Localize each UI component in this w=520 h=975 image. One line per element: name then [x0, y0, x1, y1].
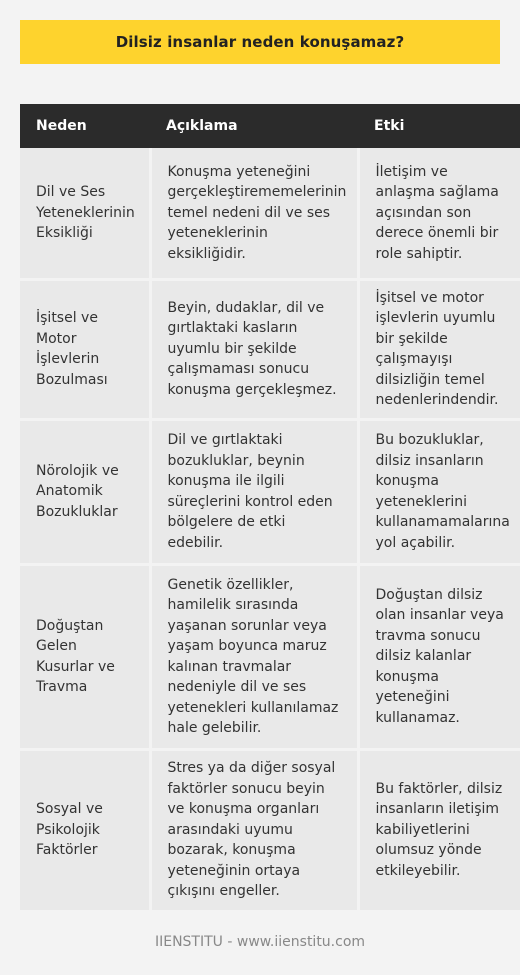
cell-etki: Bu faktörler, dilsiz insanların iletişim kabiliyetlerini olumsuz yönde etkileyebilir. — [358, 749, 520, 911]
cell-aciklama: Konuşma yeteneğini gerçekleştirememelerinin temel nedeni dil ve ses yeteneklerinin eksikliğidir. — [150, 148, 358, 279]
footer-credit: IIENSTITU - www.iienstitu.com — [154, 934, 366, 950]
cell-etki: İletişim ve anlaşma sağlama açısından son derece önemli bir role sahiptir. — [358, 148, 520, 279]
cell-aciklama: Genetik özellikler, hamilelik sırasında yaşanan sorunlar veya yaşam boyunca maruz kalınan travmalar nedeniyle dil ve ses yetenekleri kullanılamaz hale gelebilir. — [150, 564, 358, 749]
cell-aciklama: Beyin, dudaklar, dil ve gırtlaktaki kasların uyumlu bir şekilde çalışmaması sonucu konuşma gerçekleşmez. — [150, 279, 358, 419]
cell-neden: Dil ve Ses Yeteneklerinin Eksikliği — [20, 148, 150, 279]
reasons-table — [20, 104, 520, 913]
cell-etki: İşitsel ve motor işlevlerin uyumlu bir şekilde çalışmayışı dilsizliğin temel nedenlerindendir. — [358, 279, 520, 419]
table-row — [20, 564, 520, 749]
table-header-row — [20, 104, 520, 148]
cell-neden: Doğuştan Gelen Kusurlar ve Travma — [20, 564, 150, 749]
page-title: Dilsiz insanlar neden konuşamaz? — [20, 20, 500, 64]
cell-neden: İşitsel ve Motor İşlevlerin Bozulması — [20, 279, 150, 419]
table-row — [20, 419, 520, 564]
table-row — [20, 749, 520, 911]
cell-aciklama: Stres ya da diğer sosyal faktörler sonucu beyin ve konuşma organları arasındaki uyumu bozarak, konuşma yeteneğinin ortaya çıkışını engeller. — [150, 749, 358, 911]
cell-etki: Bu bozukluklar, dilsiz insanların konuşma yeteneklerini kullanamamalarına yol açabilir. — [358, 419, 520, 564]
table-row — [20, 148, 520, 279]
cell-neden: Nörolojik ve Anatomik Bozukluklar — [20, 419, 150, 564]
header-etki: Etki — [358, 104, 520, 148]
cell-neden: Sosyal ve Psikolojik Faktörler — [20, 749, 150, 911]
cell-aciklama: Dil ve gırtlaktaki bozukluklar, beynin konuşma ile ilgili süreçlerini kontrol eden bölgelere de etki edebilir. — [150, 419, 358, 564]
table-row — [20, 279, 520, 419]
cell-etki: Doğuştan dilsiz olan insanlar veya travma sonucu dilsiz kalanlar konuşma yeteneğini kullanamaz. — [358, 564, 520, 749]
header-aciklama: Açıklama — [150, 104, 358, 148]
header-neden: Neden — [20, 104, 150, 148]
